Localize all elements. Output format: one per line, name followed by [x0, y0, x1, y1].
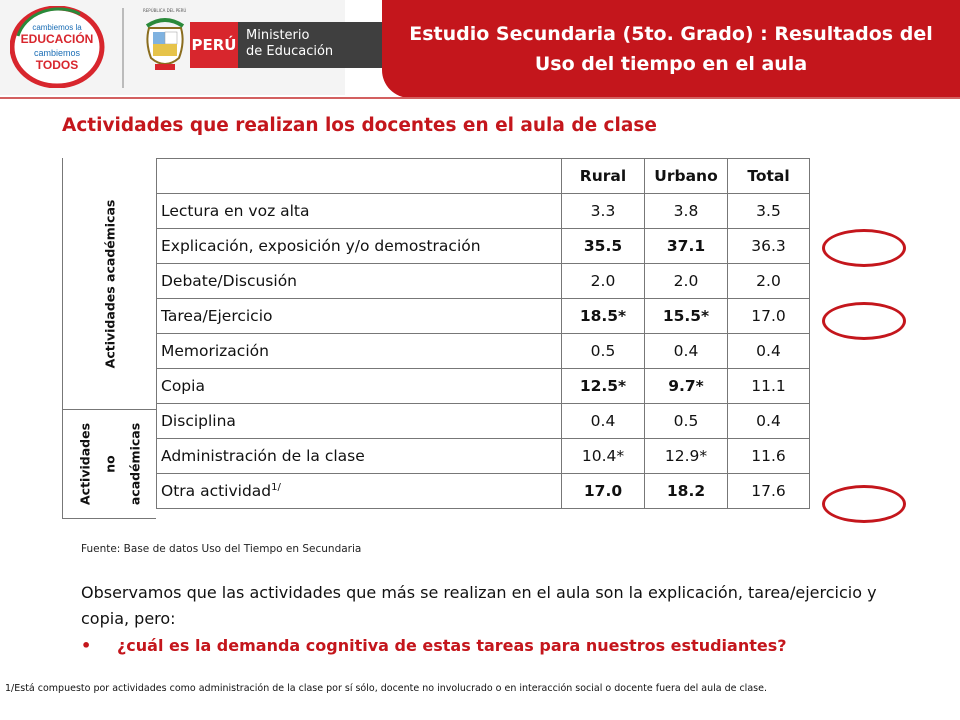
results-table: [156, 158, 810, 509]
cell-rural: 10.4*: [562, 439, 645, 474]
table-row: [157, 404, 810, 439]
header-blank: [157, 159, 562, 194]
row-label: Explicación, exposición y/o demostración: [157, 229, 562, 264]
table-row: [157, 229, 810, 264]
cell-total: 17.0: [728, 299, 810, 334]
slide-title: Estudio Secundaria (5to. Grado) : Resultados del Uso del tiempo en el aula: [382, 0, 960, 98]
cambiemos-logo: [10, 6, 105, 88]
brand-ministry-line2: de Educación: [246, 44, 334, 59]
cell-urbano: 37.1: [645, 229, 728, 264]
source-note: Fuente: Base de datos Uso del Tiempo en Secundaria: [81, 543, 362, 555]
bullet-icon: •: [81, 636, 92, 655]
cell-urbano: 18.2: [645, 474, 728, 509]
header-rule: [0, 97, 960, 99]
group-non-academic-line3: académicas: [127, 422, 142, 506]
table-header-row: [157, 159, 810, 194]
group-non-academic-label: [72, 423, 147, 505]
table-row: [157, 299, 810, 334]
table-row: [157, 369, 810, 404]
cell-total: 2.0: [728, 264, 810, 299]
row-label: [157, 474, 562, 509]
cell-urbano: 3.8: [645, 194, 728, 229]
observation-text: Observamos que las actividades que más se realizan en el aula son la explicación, tarea/ejercicio y copia, pero:: [81, 583, 877, 628]
cell-rural: 2.0: [562, 264, 645, 299]
cell-rural: 0.4: [562, 404, 645, 439]
cell-urbano: 9.7*: [645, 369, 728, 404]
row-label: Tarea/Ejercicio: [157, 299, 562, 334]
logo-text-2: EDUCACIÓN: [20, 32, 94, 46]
cell-rural: 17.0: [562, 474, 645, 509]
cell-total: 36.3: [728, 229, 810, 264]
row-label: Copia: [157, 369, 562, 404]
row-label: Administración de la clase: [157, 439, 562, 474]
cell-rural: 35.5: [562, 229, 645, 264]
table-row: [157, 439, 810, 474]
row-label-text: Otra actividad: [161, 482, 272, 501]
logo-text-3: cambiemos: [33, 48, 81, 58]
cell-rural: 12.5*: [562, 369, 645, 404]
table-row: [157, 474, 810, 509]
table-row: [157, 334, 810, 369]
row-label: Lectura en voz alta: [157, 194, 562, 229]
footnote-marker: 1/: [271, 481, 281, 493]
highlight-circle-explicacion: [822, 229, 906, 267]
cell-rural: 3.3: [562, 194, 645, 229]
header-total: Total: [728, 159, 810, 194]
table-row: [157, 264, 810, 299]
ministry-brand: [190, 22, 382, 68]
cell-urbano: 2.0: [645, 264, 728, 299]
cell-total: 0.4: [728, 404, 810, 439]
cell-total: 11.1: [728, 369, 810, 404]
table-row: [157, 194, 810, 229]
group-academic-label: Actividades académicas: [102, 199, 117, 368]
cell-total: 3.5: [728, 194, 810, 229]
section-subtitle: Actividades que realizan los docentes en el aula de clase: [62, 115, 657, 136]
highlight-circle-otra: [822, 485, 906, 523]
cell-total: 0.4: [728, 334, 810, 369]
crest-caption: REPÚBLICA DEL PERÚ: [143, 8, 187, 13]
brand-country: PERÚ: [190, 22, 238, 68]
header-rural: Rural: [562, 159, 645, 194]
cell-rural: 0.5: [562, 334, 645, 369]
row-label: Disciplina: [157, 404, 562, 439]
cell-urbano: 0.4: [645, 334, 728, 369]
logo-divider: [122, 8, 124, 88]
logo-text-4: TODOS: [35, 58, 79, 72]
cell-urbano: 15.5*: [645, 299, 728, 334]
question-line: [81, 636, 787, 655]
peru-crest-icon: [143, 12, 187, 74]
header-urbano: Urbano: [645, 159, 728, 194]
group-non-academic-line1: Actividades: [77, 422, 92, 506]
cell-total: 17.6: [728, 474, 810, 509]
footnote: 1/Está compuesto por actividades como administración de la clase por sí sólo, docente no involucrado o en interacción social o docente fuera del aula de clase.: [5, 683, 767, 694]
logo-text-1: cambiemos la: [32, 23, 82, 32]
group-non-academic: [62, 410, 156, 519]
cell-urbano: 0.5: [645, 404, 728, 439]
brand-ministry: [238, 22, 382, 68]
row-label: Debate/Discusión: [157, 264, 562, 299]
group-non-academic-line2: no: [102, 455, 117, 473]
question-text: ¿cuál es la demanda cognitiva de estas tareas para nuestros estudiantes?: [117, 636, 787, 655]
cell-rural: 18.5*: [562, 299, 645, 334]
highlight-circle-tarea: [822, 302, 906, 340]
row-label: Memorización: [157, 334, 562, 369]
brand-ministry-line1: Ministerio: [246, 28, 310, 43]
cell-urbano: 12.9*: [645, 439, 728, 474]
group-academic: [62, 158, 156, 410]
logo-bar: [0, 0, 345, 95]
cell-total: 11.6: [728, 439, 810, 474]
